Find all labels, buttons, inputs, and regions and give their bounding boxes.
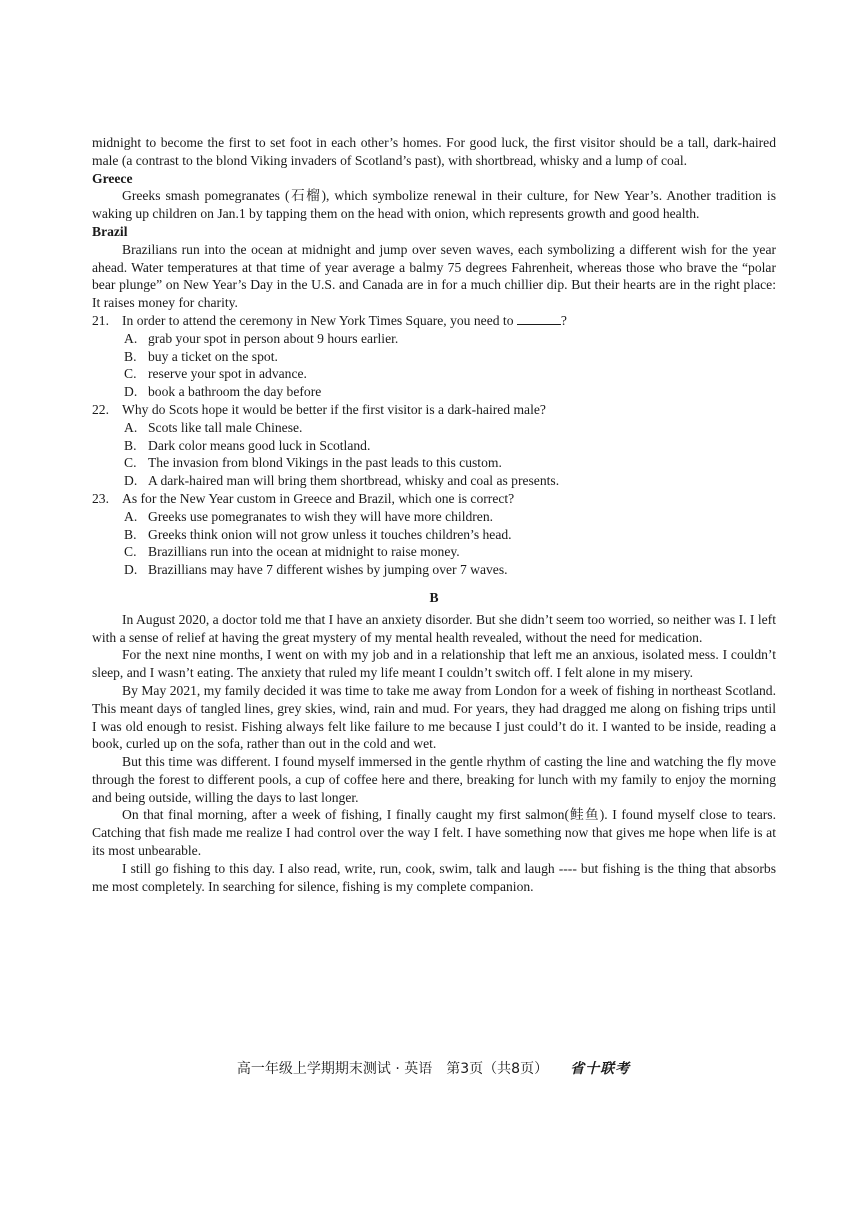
option-text: Brazillians may have 7 different wishes by jumping over 7 waves. <box>148 562 508 578</box>
option-c <box>92 365 776 383</box>
question-text: Why do Scots hope it would be better if the first visitor is a dark-haired male? <box>122 401 546 417</box>
option-letter: D. <box>124 473 138 489</box>
option-b <box>92 348 776 366</box>
option-text: grab your spot in person about 9 hours earlier. <box>148 330 399 346</box>
option-letter: B. <box>124 348 137 364</box>
question-stem <box>92 312 776 330</box>
option-text: The invasion from blond Vikings in the past leads to this custom. <box>148 455 502 471</box>
option-text: Scots like tall male Chinese. <box>148 419 303 435</box>
option-letter: C. <box>124 366 137 382</box>
question-stem <box>92 490 776 508</box>
option-letter: B. <box>124 526 137 542</box>
passage-b-paragraph: On that final morning, after a week of fishing, I finally caught my first salmon(鲑鱼). I found myself close to tears. Catching that fish made me realize I had control over the way I felt. I have something now that gives me hope when life is at its most unbearable. <box>92 807 776 859</box>
option-b <box>92 526 776 544</box>
option-a <box>92 330 776 348</box>
option-a <box>92 419 776 437</box>
option-letter: A. <box>124 330 138 346</box>
option-letter: B. <box>124 437 137 453</box>
question-end-mark: ? <box>560 312 567 328</box>
question-stem <box>92 401 776 419</box>
option-letter: C. <box>124 455 137 471</box>
answer-blank <box>517 312 561 325</box>
brazil-paragraph: Brazilians run into the ocean at midnight and jump over seven waves, each symbolizing a different wish for the year ahead. Water temperatures at that time of year average a balmy 75 degrees Fahrenheit, whereas those who brave the “polar bear plunge” on New Year’s Day in the U.S. and Canada are in for a much chillier dip. But their hearts are in the right place: It raises money for charity. <box>92 241 776 311</box>
passage-b-label: B <box>429 589 439 605</box>
question-21 <box>92 312 776 401</box>
question-text: As for the New Year custom in Greece and Brazil, which one is correct? <box>122 490 515 506</box>
option-d <box>92 472 776 490</box>
option-text: Dark color means good luck in Scotland. <box>148 437 371 453</box>
option-text: Greeks think onion will not grow unless it touches children’s head. <box>148 526 512 542</box>
option-letter: C. <box>124 544 137 560</box>
greece-heading: Greece <box>92 170 133 186</box>
option-text: Brazillians run into the ocean at midnight to raise money. <box>148 544 460 560</box>
question-text: In order to attend the ceremony in New York Times Square, you need to <box>122 312 514 328</box>
question-23 <box>92 490 776 579</box>
option-a <box>92 508 776 526</box>
option-letter: D. <box>124 384 138 400</box>
passage-b-paragraph: For the next nine months, I went on with my job and in a relationship that left me an anxious, isolated mess. I couldn’t sleep, and I wasn’t eating. The anxiety that ruled my life meant I couldn’t switch off. I felt alone in my misery. <box>92 647 776 681</box>
option-text: A dark-haired man will bring them shortbread, whisky and coal as presents. <box>148 473 560 489</box>
option-letter: A. <box>124 419 138 435</box>
brazil-heading: Brazil <box>92 223 128 239</box>
passage-b-paragraph: I still go fishing to this day. I also read, write, run, cook, swim, talk and laugh ---- but fishing is the thing that absorbs me most completely. In searching for silence, fishing is my complete companion. <box>92 860 776 894</box>
option-text: reserve your spot in advance. <box>148 366 307 382</box>
passage-b-paragraph: In August 2020, a doctor told me that I have an anxiety disorder. But she didn’t seem too worried, so neither was I. I left with a sense of relief at having the great mystery of my mental health revealed, without the need for medication. <box>92 611 776 645</box>
question-number: 21. <box>92 312 109 328</box>
option-text: Greeks use pomegranates to wish they will have more children. <box>148 508 494 524</box>
option-text: buy a ticket on the spot. <box>148 348 278 364</box>
question-22 <box>92 401 776 490</box>
option-d <box>92 561 776 579</box>
greece-paragraph: Greeks smash pomegranates (石榴), which symbolize renewal in their culture, for New Year’s. Another tradition is waking up children on Jan.1 by tapping them on the head with onion, which represents growth and good health. <box>92 188 776 222</box>
option-c <box>92 543 776 561</box>
option-text: book a bathroom the day before <box>148 384 322 400</box>
scotland-paragraph-end: midnight to become the first to set foot in each other’s homes. For good luck, the first visitor should be a tall, dark-haired male (a contrast to the blond Viking invaders of Scotland’s past), with shortbread, whisky and a lump of coal. <box>92 135 776 168</box>
passage-b-paragraph: But this time was different. I found myself immersed in the gentle rhythm of casting the line and watching the fly move through the forest to different pools, a cup of coffee here and there, breaking for lunch with my family to enjoy the morning and being outside, willing the days to last longer. <box>92 754 776 805</box>
option-c <box>92 454 776 472</box>
page-footer <box>0 1058 867 1078</box>
option-b <box>92 437 776 455</box>
question-number: 23. <box>92 490 109 506</box>
exam-seal: 省十联考 <box>570 1061 631 1077</box>
document-page <box>92 134 776 895</box>
option-d <box>92 383 776 401</box>
option-letter: A. <box>124 508 138 524</box>
footer-text: 高一年级上学期期末测试 · 英语 第3页（共8页） <box>236 1061 549 1077</box>
passage-b-paragraph: By May 2021, my family decided it was time to take me away from London for a week of fishing in northeast Scotland. This meant days of tangled lines, grey skies, wind, rain and mud. For years, they had dragged me along on fishing trips until I was old enough to resist. Fishing always felt like failure to me because I just could’t do it. I wanted to be inside, reading a book, curled up on the sofa, rather than out in the cold and wet. <box>92 682 776 752</box>
question-number: 22. <box>92 401 109 417</box>
option-letter: D. <box>124 562 138 578</box>
